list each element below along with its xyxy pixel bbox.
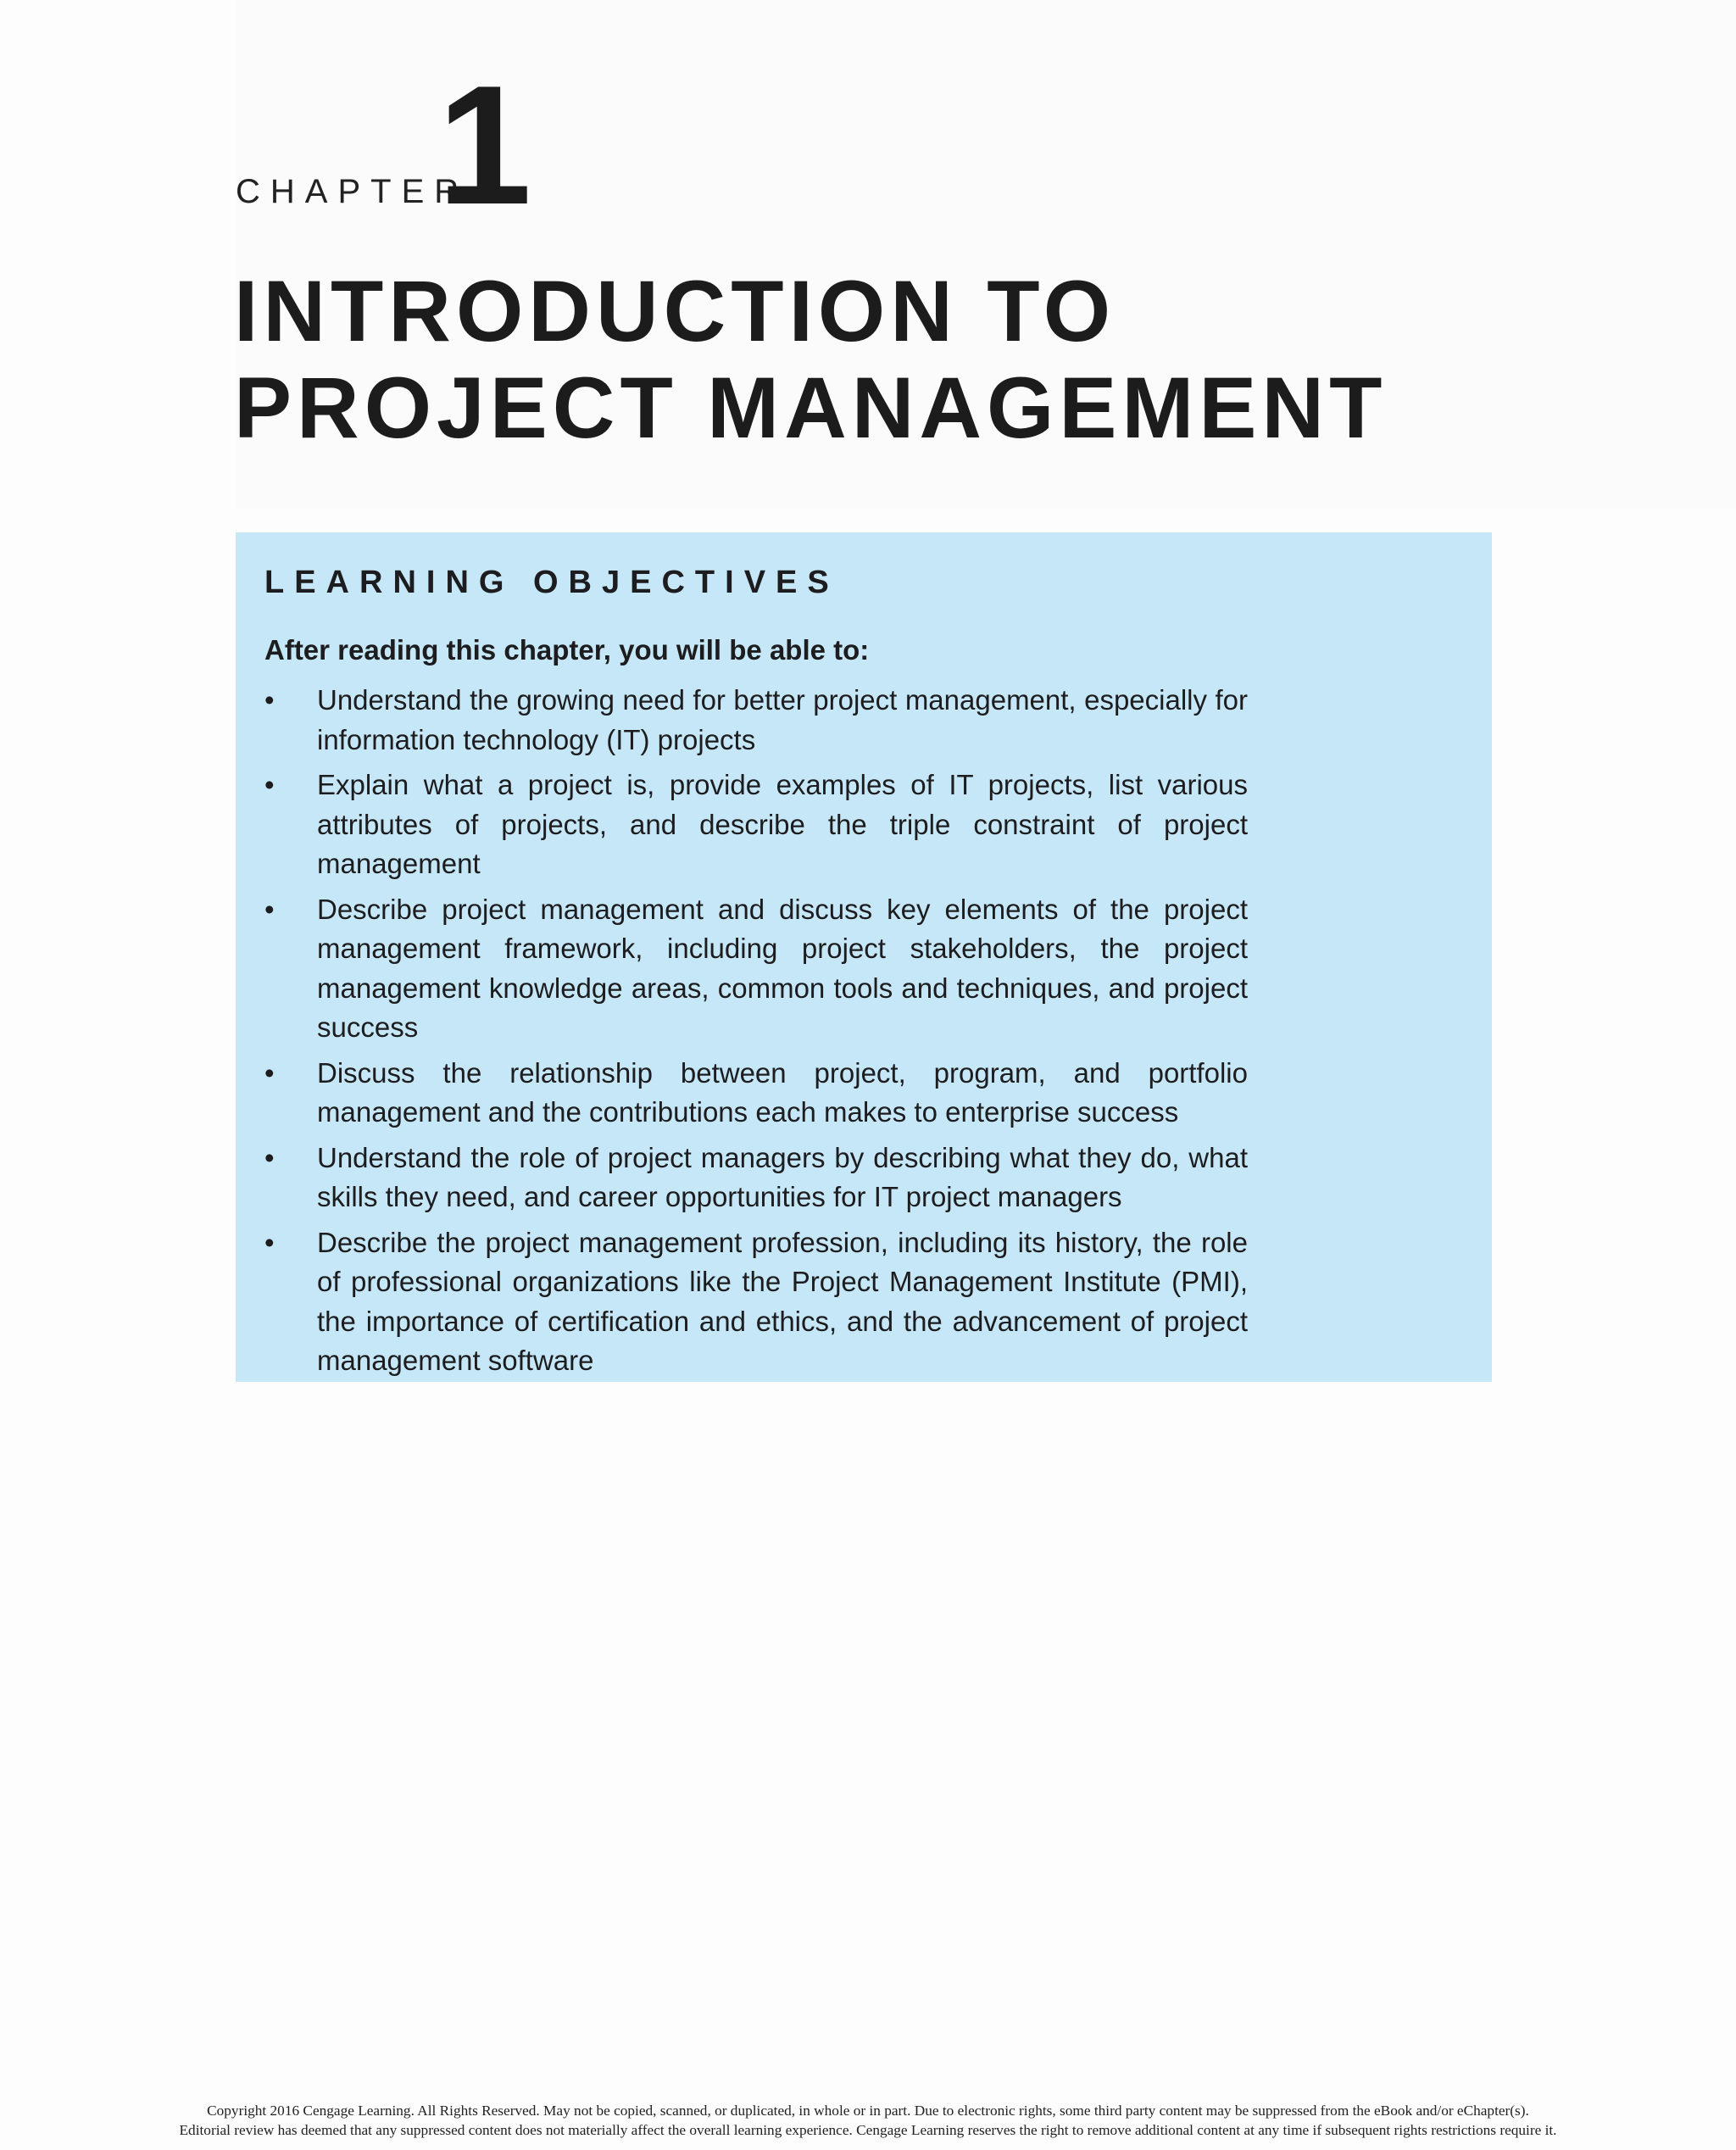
objective-text: Discuss the relationship between project, program, and portfolio management and the contributions each makes to enterprise success [317,1056,1248,1128]
chapter-title [234,263,1387,456]
bullet-icon: • [264,684,275,716]
objective-item [264,890,1248,1048]
objective-item [264,1054,1248,1133]
learning-objectives-box [236,532,1492,1382]
objective-item [264,766,1248,884]
chapter-title-line-1: INTRODUCTION TO [234,263,1116,359]
bullet-icon: • [264,1226,275,1258]
learning-objectives-heading: LEARNING OBJECTIVES [264,565,839,600]
objective-text: Understand the growing need for better project management, especially for information technology (IT) projects [317,684,1248,755]
objective-item [264,1139,1248,1217]
objective-item [264,1223,1248,1381]
chapter-number: 1 [437,51,532,240]
objective-text: Describe project management and discuss key elements of the project management framework, including project stakeholders, the project management knowledge areas, common tools and techniques, and project success [317,893,1248,1043]
bullet-icon: • [264,1141,275,1173]
objective-text: Describe the project management profession, including its history, the role of professional organizations like the Project Management Institute (PMI), the importance of certification and ethics, and the advancement of project management software [317,1226,1248,1376]
objective-item [264,681,1248,760]
learning-objectives-list [264,681,1248,1387]
copyright-line-2: Editorial review has deemed that any suppressed content does not materially affect the overall learning experience. Cengage Learning reserves the right to remove additional content at any time if subsequent rights restrictions require it. [179,2122,1557,2138]
copyright-footer [0,2101,1736,2140]
objective-text: Understand the role of project managers by describing what they do, what skills they need, and career opportunities for IT project managers [317,1141,1248,1212]
bullet-icon: • [264,769,275,800]
chapter-label: CHAPTER [236,173,470,210]
bullet-icon: • [264,1056,275,1089]
bullet-icon: • [264,893,275,925]
objective-text: Explain what a project is, provide examples of IT projects, list various attributes of projects, and describe the triple constraint of project management [317,769,1248,879]
chapter-title-line-2: PROJECT MANAGEMENT [234,359,1388,456]
copyright-line-1: Copyright 2016 Cengage Learning. All Rights Reserved. May not be copied, scanned, or duplicated, in whole or in part. Due to electronic rights, some third party content may be suppressed from the eBook and/or eChapter(s). [207,2103,1529,2119]
learning-objectives-intro: After reading this chapter, you will be able to: [264,634,870,666]
